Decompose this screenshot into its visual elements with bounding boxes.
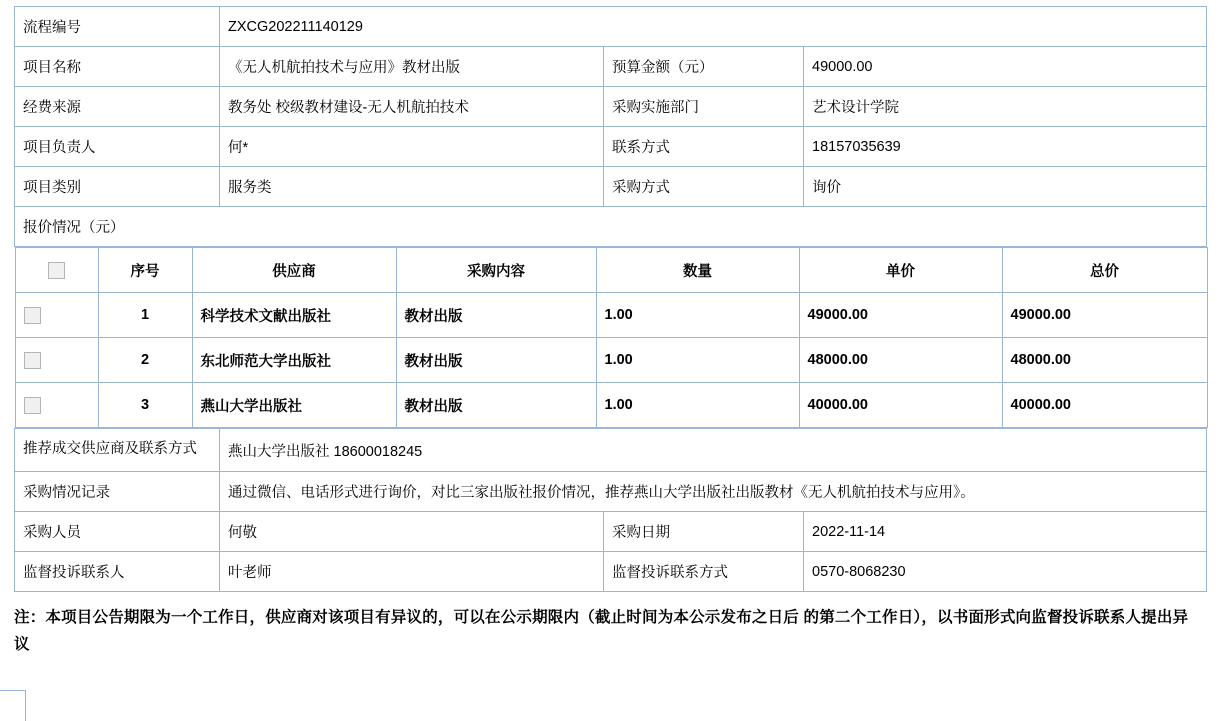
supervisor-label: 监督投诉联系人	[15, 552, 220, 592]
quote-section-title: 报价情况（元）	[15, 207, 1207, 247]
table-row	[15, 552, 1207, 592]
recommended-supplier-value: 燕山大学出版社 18600018245	[220, 429, 1207, 472]
row-price: 40000.00	[799, 383, 1002, 428]
row-total: 48000.00	[1002, 338, 1207, 383]
row-price: 48000.00	[799, 338, 1002, 383]
table-row	[15, 7, 1207, 47]
department-label: 采购实施部门	[604, 87, 804, 127]
row-supplier: 燕山大学出版社	[192, 383, 396, 428]
owner-label: 项目负责人	[15, 127, 220, 167]
col-qty: 数量	[596, 248, 799, 293]
table-row	[15, 338, 1207, 383]
table-row	[15, 512, 1207, 552]
table-row	[15, 127, 1207, 167]
project-name-value: 《无人机航拍技术与应用》教材出版	[220, 47, 604, 87]
table-row	[15, 247, 1207, 429]
checkbox-icon[interactable]	[24, 307, 41, 324]
row-index: 3	[98, 383, 192, 428]
table-row	[15, 383, 1207, 428]
purchase-date-label: 采购日期	[604, 512, 804, 552]
project-name-label: 项目名称	[15, 47, 220, 87]
table-row	[15, 87, 1207, 127]
supervisor-value: 叶老师	[220, 552, 604, 592]
row-select-cell	[15, 383, 98, 428]
department-value: 艺术设计学院	[804, 87, 1207, 127]
category-label: 项目类别	[15, 167, 220, 207]
method-label: 采购方式	[604, 167, 804, 207]
project-info-table	[14, 6, 1207, 592]
col-total: 总价	[1002, 248, 1207, 293]
row-content: 教材出版	[396, 338, 596, 383]
supervisor-contact-value: 0570-8068230	[804, 552, 1207, 592]
category-value: 服务类	[220, 167, 604, 207]
table-row	[15, 167, 1207, 207]
quote-header-row	[15, 248, 1207, 293]
buyer-value: 何敬	[220, 512, 604, 552]
checkbox-icon[interactable]	[48, 262, 65, 279]
table-row	[15, 293, 1207, 338]
flow-number-label: 流程编号	[15, 7, 220, 47]
col-supplier: 供应商	[192, 248, 396, 293]
page-corner-marker	[0, 690, 26, 721]
quote-table	[15, 247, 1208, 428]
budget-value: 49000.00	[804, 47, 1207, 87]
row-index: 1	[98, 293, 192, 338]
row-qty: 1.00	[596, 293, 799, 338]
row-qty: 1.00	[596, 338, 799, 383]
contact-value: 18157035639	[804, 127, 1207, 167]
row-total: 49000.00	[1002, 293, 1207, 338]
row-supplier: 东北师范大学出版社	[192, 338, 396, 383]
checkbox-icon[interactable]	[24, 352, 41, 369]
row-qty: 1.00	[596, 383, 799, 428]
row-price: 49000.00	[799, 293, 1002, 338]
table-row	[15, 47, 1207, 87]
row-total: 40000.00	[1002, 383, 1207, 428]
row-content: 教材出版	[396, 293, 596, 338]
row-content: 教材出版	[396, 383, 596, 428]
budget-label: 预算金额（元）	[604, 47, 804, 87]
record-value: 通过微信、电话形式进行询价，对比三家出版社报价情况，推荐燕山大学出版社出版教材《无人机航拍技术与应用》。	[220, 472, 1207, 512]
recommended-supplier-label: 推荐成交供应商及联系方式	[15, 429, 220, 472]
table-row	[15, 207, 1207, 247]
row-select-cell	[15, 338, 98, 383]
col-price: 单价	[799, 248, 1002, 293]
owner-value: 何*	[220, 127, 604, 167]
col-index: 序号	[98, 248, 192, 293]
table-row	[15, 429, 1207, 472]
row-index: 2	[98, 338, 192, 383]
select-all-header	[15, 248, 98, 293]
contact-label: 联系方式	[604, 127, 804, 167]
purchase-date-value: 2022-11-14	[804, 512, 1207, 552]
method-value: 询价	[804, 167, 1207, 207]
table-row	[15, 472, 1207, 512]
row-supplier: 科学技术文献出版社	[192, 293, 396, 338]
flow-number-value: ZXCG202211140129	[220, 7, 1207, 47]
supervisor-contact-label: 监督投诉联系方式	[604, 552, 804, 592]
funding-source-label: 经费来源	[15, 87, 220, 127]
announcement-note: 注：本项目公告期限为一个工作日，供应商对该项目有异议的，可以在公示期限内（截止时间为本公示发布之日后 的第二个工作日），以书面形式向监督投诉联系人提出异议	[14, 609, 1189, 654]
col-content: 采购内容	[396, 248, 596, 293]
funding-source-value: 教务处 校级教材建设-无人机航拍技术	[220, 87, 604, 127]
checkbox-icon[interactable]	[24, 397, 41, 414]
buyer-label: 采购人员	[15, 512, 220, 552]
row-select-cell	[15, 293, 98, 338]
record-label: 采购情况记录	[15, 472, 220, 512]
